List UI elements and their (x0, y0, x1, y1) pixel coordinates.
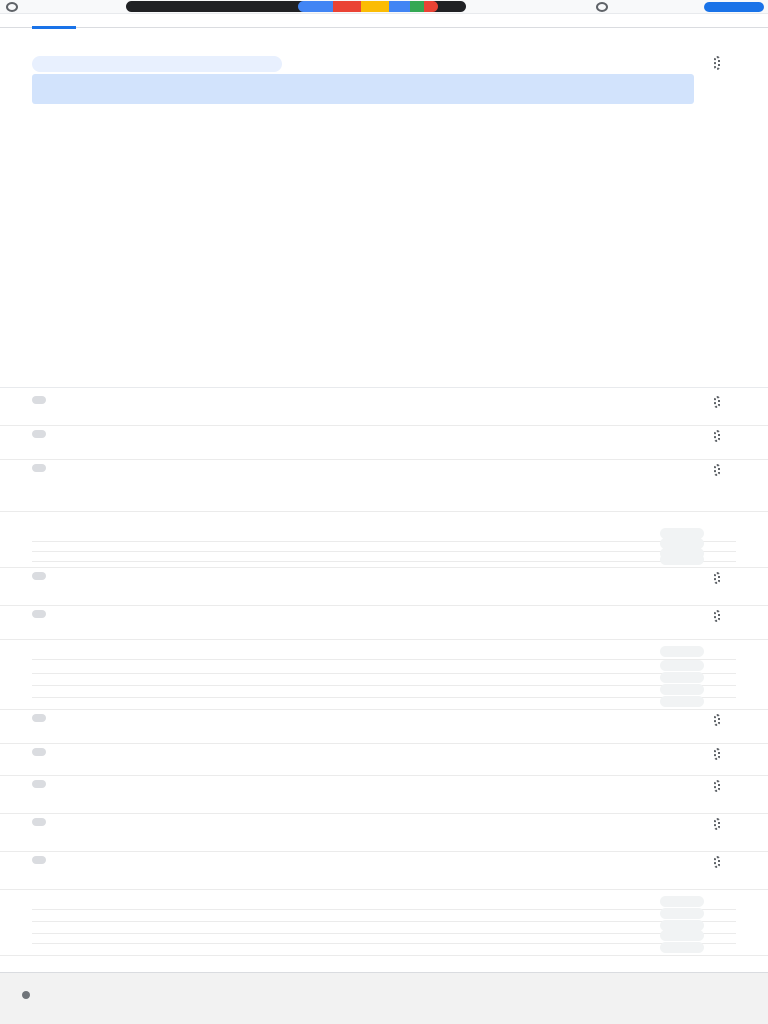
search-result[interactable] (0, 460, 768, 512)
people-also-ask (0, 512, 768, 568)
tab-images[interactable] (138, 14, 182, 28)
account-icon[interactable] (596, 2, 608, 12)
sign-in-button[interactable] (704, 2, 764, 12)
favicon-icon (32, 748, 46, 756)
favicon-icon (32, 714, 46, 722)
related-searches (0, 890, 768, 956)
ai-overview-footer (32, 371, 712, 383)
tab-books[interactable] (562, 14, 606, 28)
chevron-down-icon[interactable] (660, 554, 704, 565)
more-options-icon[interactable] (714, 430, 720, 442)
favicon-icon (32, 430, 46, 438)
more-options-icon[interactable] (714, 56, 720, 70)
more-options-icon[interactable] (714, 856, 720, 868)
favicon-icon (32, 464, 46, 472)
tab-videos[interactable] (350, 14, 394, 28)
search-result[interactable] (0, 814, 768, 852)
more-options-icon[interactable] (714, 396, 720, 408)
more-options-icon[interactable] (714, 572, 720, 584)
search-icon[interactable] (660, 646, 704, 657)
more-options-icon[interactable] (714, 748, 720, 760)
favicon-icon (32, 396, 46, 404)
more-options-icon[interactable] (714, 818, 720, 830)
search-icon[interactable] (660, 696, 704, 707)
search-result[interactable] (0, 710, 768, 744)
search-result[interactable] (0, 392, 768, 426)
search-result[interactable] (0, 606, 768, 640)
more-options-icon[interactable] (714, 714, 720, 726)
menu-icon[interactable] (6, 2, 18, 12)
search-result[interactable] (0, 776, 768, 814)
favicon-icon (32, 610, 46, 618)
top-bar (0, 0, 768, 14)
more-options-icon[interactable] (714, 610, 720, 622)
tab-shopping[interactable] (244, 14, 288, 28)
more-options-icon[interactable] (714, 780, 720, 792)
more-results-link[interactable] (0, 958, 768, 972)
favicon-icon (32, 780, 46, 788)
related-searches (0, 640, 768, 710)
search-icon[interactable] (660, 942, 704, 953)
page-footer (0, 972, 768, 1024)
tab-more[interactable] (668, 14, 712, 28)
ai-overview-header (32, 56, 282, 72)
search-result[interactable] (0, 426, 768, 460)
location-icon (22, 991, 30, 999)
search-result[interactable] (0, 852, 768, 890)
paa-question[interactable] (32, 552, 736, 568)
ai-overview (0, 52, 768, 388)
ai-overview-highlight (32, 74, 694, 104)
google-logo[interactable] (298, 1, 438, 12)
search-tabs (0, 14, 768, 28)
related-search-item[interactable] (32, 940, 736, 956)
search-result[interactable] (0, 744, 768, 776)
tab-news[interactable] (456, 14, 500, 28)
more-options-icon[interactable] (714, 464, 720, 476)
favicon-icon (32, 572, 46, 580)
related-search-item[interactable] (32, 694, 736, 710)
favicon-icon (32, 818, 46, 826)
search-result[interactable] (0, 568, 768, 606)
favicon-icon (32, 856, 46, 864)
tab-all[interactable] (32, 14, 76, 28)
